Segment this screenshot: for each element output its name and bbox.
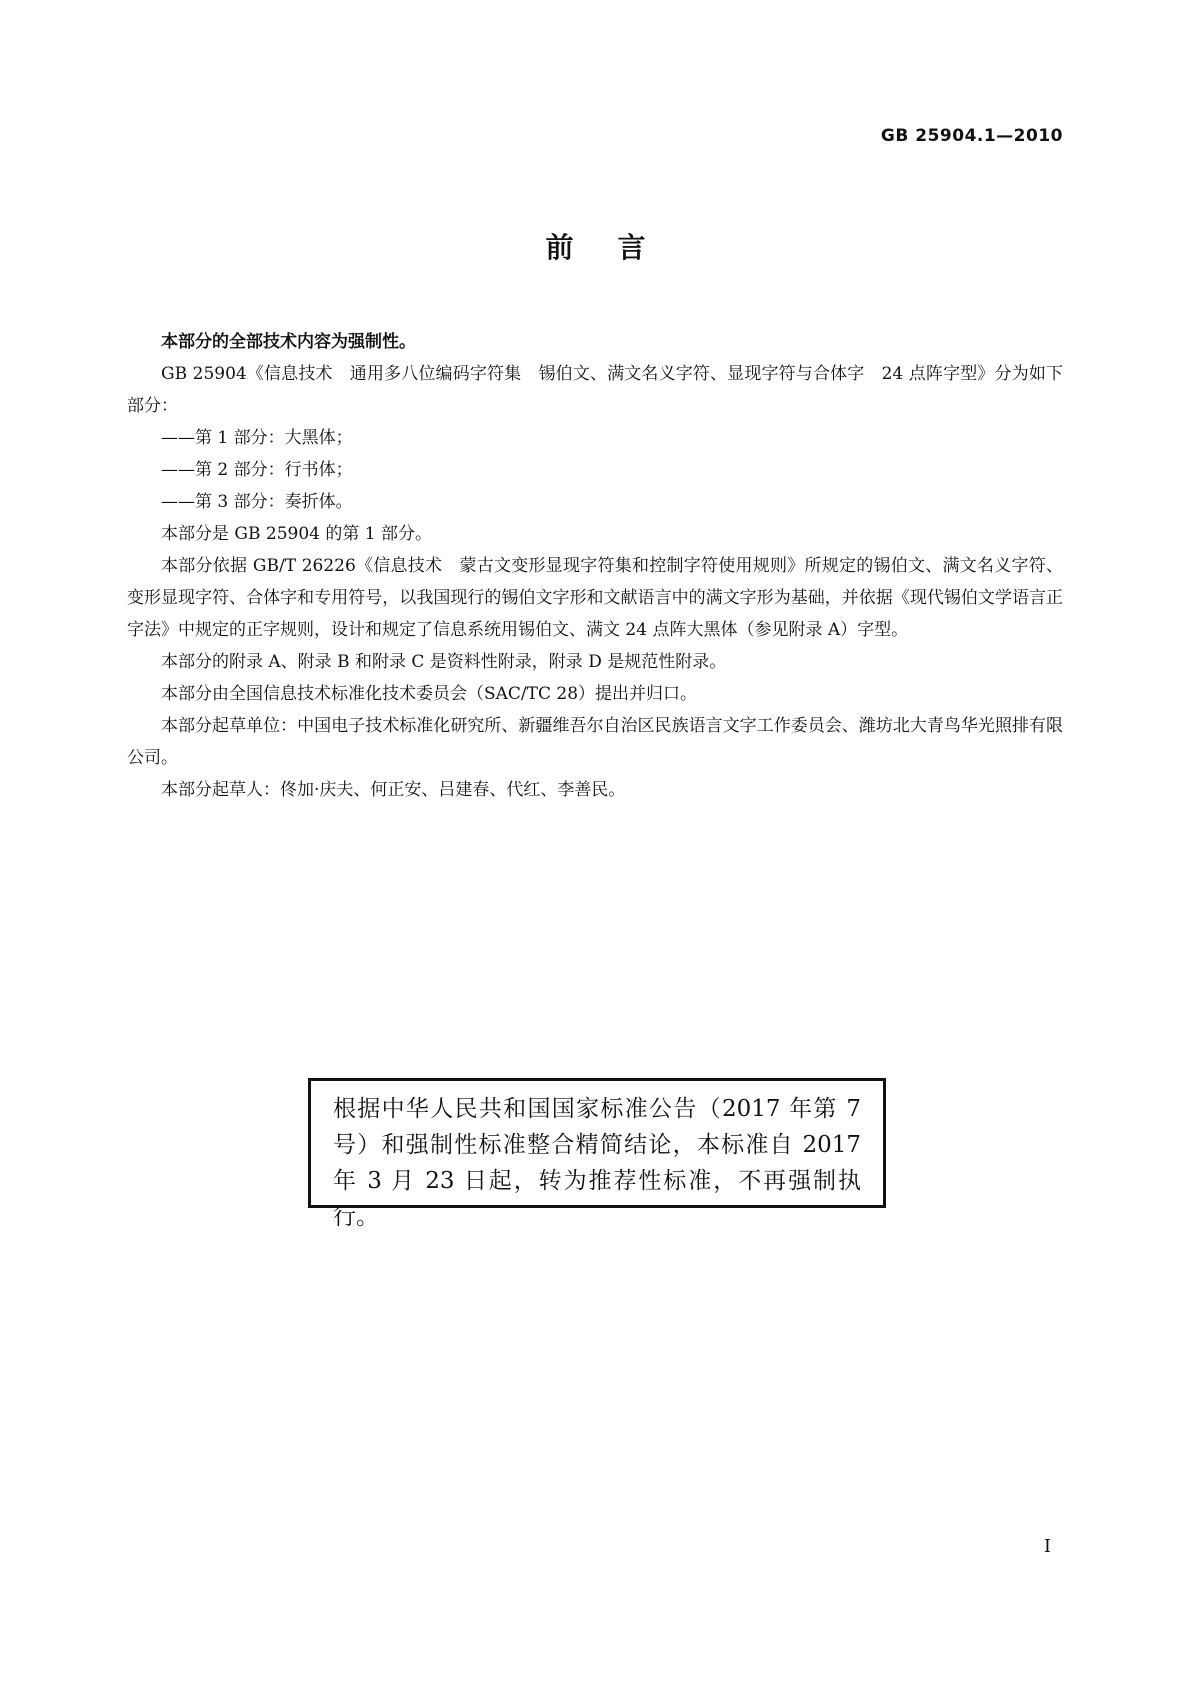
drafting-units-paragraph: 本部分起草单位：中国电子技术标准化研究所、新疆维吾尔自治区民族语言文字工作委员会、潍坊北大青鸟华光照排有限公司。 <box>127 716 1063 768</box>
standard-number: GB 25904.1—2010 <box>880 126 1063 146</box>
part-list-item: ——第 3 部分：奏折体。 <box>161 492 353 512</box>
drafters-paragraph: 本部分起草人：佟加·庆夫、何正安、吕建春、代红、李善民。 <box>161 780 626 800</box>
part-statement: 本部分是 GB 25904 的第 1 部分。 <box>161 524 432 544</box>
annex-paragraph: 本部分的附录 A、附录 B 和附录 C 是资料性附录，附录 D 是规范性附录。 <box>161 652 727 672</box>
mandatory-statement: 本部分的全部技术内容为强制性。 <box>161 332 416 352</box>
series-intro-paragraph: GB 25904《信息技术 通用多八位编码字符集 锡伯文、满文名义字符、显现字符与合体字 24 点阵字型》分为如下部分： <box>127 364 1063 416</box>
page-number: I <box>1043 1536 1051 1557</box>
page-title: 前言 <box>545 231 690 264</box>
part-list-item: ——第 1 部分：大黑体； <box>161 428 353 448</box>
basis-paragraph: 本部分依据 GB/T 26226《信息技术 蒙古文变形显现字符集和控制字符使用规则》所规定的锡伯文、满文名义字符、变形显现字符、合体字和专用符号，以我国现行的锡伯文字形和文献语言中的满文字形为基础，并依据《现代锡伯文学语言正字法》中规定的正字规则，设计和规定了信息系统用锡伯文、满文 24 点阵大黑体（参见附录 A）字型。 <box>127 556 1063 640</box>
part-list-item: ——第 2 部分：行书体； <box>161 460 353 480</box>
notice-box: 根据中华人民共和国国家标准公告（2017 年第 7 号）和强制性标准整合精简结论，本标准自 2017 年 3 月 23 日起，转为推荐性标准，不再强制执行。 <box>308 1078 886 1208</box>
proposer-paragraph: 本部分由全国信息技术标准化技术委员会（SAC/TC 28）提出并归口。 <box>161 684 698 704</box>
foreword-body <box>127 326 1063 806</box>
